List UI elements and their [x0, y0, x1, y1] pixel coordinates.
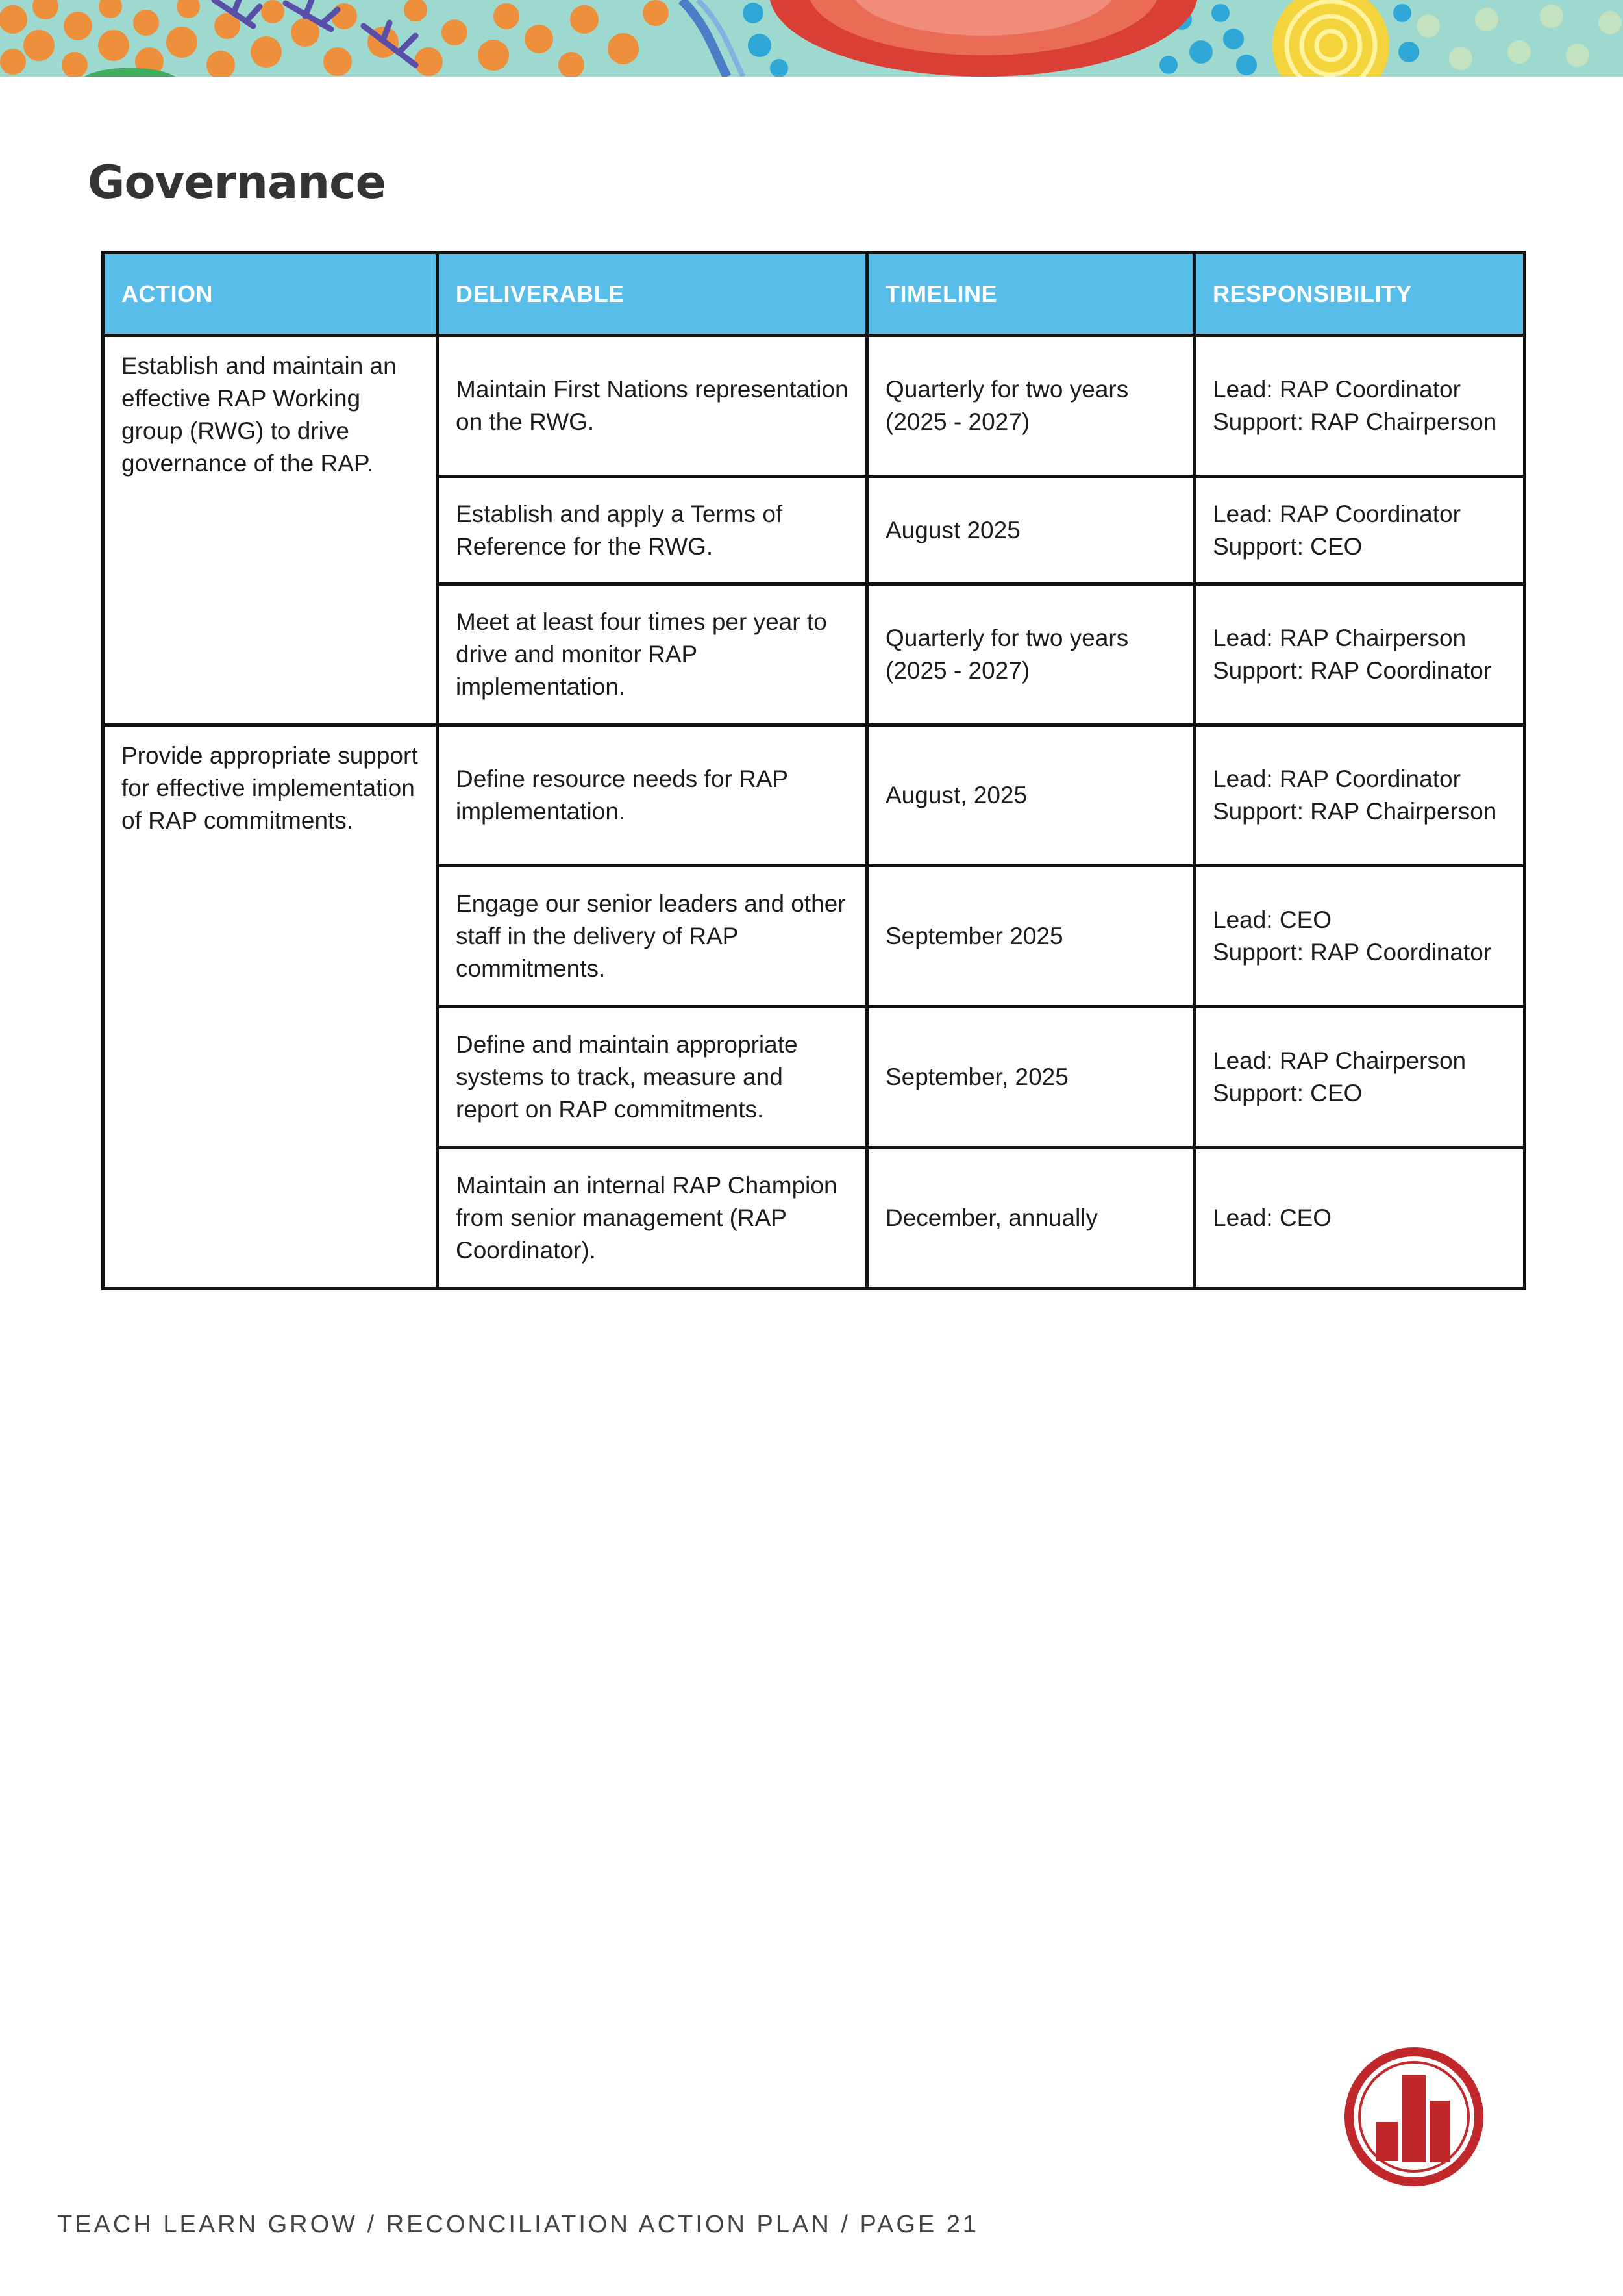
deliverable-cell: Maintain First Nations representation on the RWG.: [438, 336, 867, 477]
deliverable-cell: Maintain an internal RAP Champion from senior management (RAP Coordinator).: [438, 1148, 867, 1289]
header-timeline: TIMELINE: [867, 253, 1195, 336]
deliverable-cell: Engage our senior leaders and other staff in the delivery of RAP commitments.: [438, 866, 867, 1007]
table-row: [103, 725, 1525, 866]
responsibility-lead: Lead: RAP Chairperson: [1213, 1047, 1467, 1074]
table-row: [103, 336, 1525, 477]
page-footer: TEACH LEARN GROW / RECONCILIATION ACTION PLAN / PAGE 21: [57, 2211, 980, 2238]
action-cell: Provide appropriate support for effective implementation of RAP commitments.: [103, 725, 438, 1289]
responsibility-support: Support: RAP Coordinator: [1213, 939, 1492, 966]
deliverable-cell: Meet at least four times per year to drive and monitor RAP implementation.: [438, 584, 867, 725]
responsibility-lead: Lead: CEO: [1213, 1204, 1332, 1231]
timeline-cell: September, 2025: [867, 1007, 1195, 1148]
artwork-banner: [0, 0, 1623, 77]
responsibility-cell: [1195, 336, 1525, 477]
timeline-cell: August 2025: [867, 477, 1195, 584]
header-action: ACTION: [103, 253, 438, 336]
responsibility-support: Support: CEO: [1213, 1080, 1363, 1106]
deliverable-cell: Define and maintain appropriate systems to track, measure and report on RAP commitments.: [438, 1007, 867, 1148]
page-title: Governance: [88, 156, 386, 209]
governance-table: [101, 251, 1526, 1290]
table-header-row: [103, 253, 1525, 336]
responsibility-support: Support: RAP Coordinator: [1213, 657, 1492, 684]
responsibility-support: Support: CEO: [1213, 532, 1363, 560]
responsibility-lead: Lead: RAP Coordinator: [1213, 766, 1461, 792]
timeline-cell: December, annually: [867, 1148, 1195, 1289]
responsibility-lead: Lead: RAP Chairperson: [1213, 625, 1467, 651]
responsibility-cell: [1195, 584, 1525, 725]
header-responsibility: RESPONSIBILITY: [1195, 253, 1525, 336]
responsibility-lead: Lead: RAP Coordinator: [1213, 500, 1461, 527]
timeline-cell: August, 2025: [867, 725, 1195, 866]
responsibility-support: Support: RAP Chairperson: [1213, 408, 1497, 435]
timeline-cell: September 2025: [867, 866, 1195, 1007]
responsibility-lead: Lead: CEO: [1213, 906, 1332, 933]
header-deliverable: DELIVERABLE: [438, 253, 867, 336]
deliverable-cell: Define resource needs for RAP implementation.: [438, 725, 867, 866]
responsibility-cell: [1195, 1148, 1525, 1289]
responsibility-support: Support: RAP Chairperson: [1213, 798, 1497, 825]
deliverable-cell: Establish and apply a Terms of Reference for the RWG.: [438, 477, 867, 584]
timeline-cell: Quarterly for two years (2025 - 2027): [867, 336, 1195, 477]
organisation-logo: [1343, 2045, 1485, 2191]
responsibility-cell: [1195, 1007, 1525, 1148]
timeline-cell: Quarterly for two years (2025 - 2027): [867, 584, 1195, 725]
responsibility-cell: [1195, 477, 1525, 584]
action-cell: Establish and maintain an effective RAP Working group (RWG) to drive governance of the RAP.: [103, 336, 438, 725]
responsibility-cell: [1195, 725, 1525, 866]
responsibility-lead: Lead: RAP Coordinator: [1213, 376, 1461, 403]
responsibility-cell: [1195, 866, 1525, 1007]
